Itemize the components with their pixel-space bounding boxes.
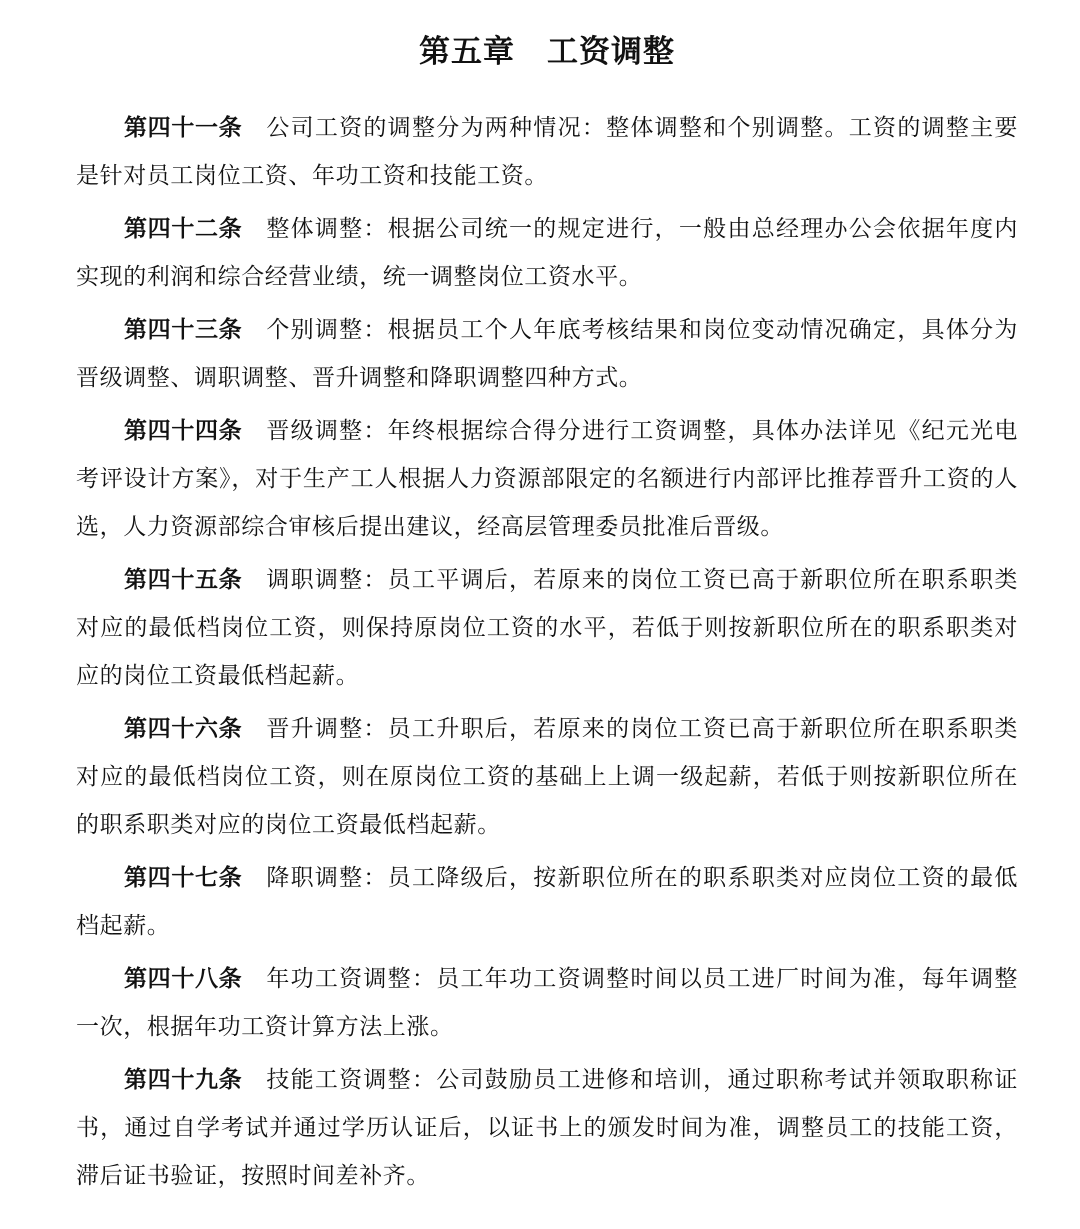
article-number: 第四十五条 [124, 567, 243, 593]
article-number: 第四十六条 [124, 716, 243, 742]
article-number: 第四十四条 [124, 418, 243, 444]
article-text: 晋级调整：年终根据综合得分进行工资调整，具体办法详见《纪元光电考评设计方案》，对于生产工人根据人力资源部限定的名额进行内部评比推荐晋升工资的人选，人力资源部综合审核后提出建议，经高层管理委员批准后晋级。 [76, 418, 1018, 540]
article-text: 年功工资调整：员工年功工资调整时间以员工进厂时间为准，每年调整一次，根据年功工资计算方法上涨。 [76, 966, 1018, 1040]
article-number: 第四十八条 [124, 966, 243, 992]
article-45 [76, 556, 1018, 700]
article-number: 第四十七条 [124, 865, 243, 891]
article-text: 调职调整：员工平调后，若原来的岗位工资已高于新职位所在职系职类对应的最低档岗位工资，则保持原岗位工资的水平，若低于则按新职位所在的职系职类对应的岗位工资最低档起薪。 [76, 567, 1018, 689]
article-number: 第四十九条 [124, 1067, 243, 1093]
article-text: 降职调整：员工降级后，按新职位所在的职系职类对应岗位工资的最低档起薪。 [76, 865, 1018, 939]
article-49 [76, 1056, 1018, 1200]
article-number: 第四十二条 [124, 216, 243, 242]
article-text: 技能工资调整：公司鼓励员工进修和培训，通过职称考试并领取职称证书，通过自学考试并通过学历认证后，以证书上的颁发时间为准，调整员工的技能工资，滞后证书验证，按照时间差补齐。 [76, 1067, 1018, 1189]
article-44 [76, 407, 1018, 551]
article-41 [76, 104, 1018, 200]
article-42 [76, 205, 1018, 301]
article-46 [76, 705, 1018, 849]
article-43 [76, 306, 1018, 402]
article-number: 第四十三条 [124, 317, 243, 343]
article-47 [76, 854, 1018, 950]
article-text: 个别调整：根据员工个人年底考核结果和岗位变动情况确定，具体分为晋级调整、调职调整、晋升调整和降职调整四种方式。 [76, 317, 1018, 391]
article-text: 晋升调整：员工升职后，若原来的岗位工资已高于新职位所在职系职类对应的最低档岗位工资，则在原岗位工资的基础上上调一级起薪，若低于则按新职位所在的职系职类对应的岗位工资最低档起薪。 [76, 716, 1018, 838]
chapter-title: 第五章 工资调整 [419, 34, 675, 70]
article-text: 整体调整：根据公司统一的规定进行，一般由总经理办公会依据年度内实现的利润和综合经营业绩，统一调整岗位工资水平。 [76, 216, 1018, 290]
article-number: 第四十一条 [124, 115, 243, 141]
article-text: 公司工资的调整分为两种情况：整体调整和个别调整。工资的调整主要是针对员工岗位工资、年功工资和技能工资。 [76, 115, 1018, 189]
article-48 [76, 955, 1018, 1051]
